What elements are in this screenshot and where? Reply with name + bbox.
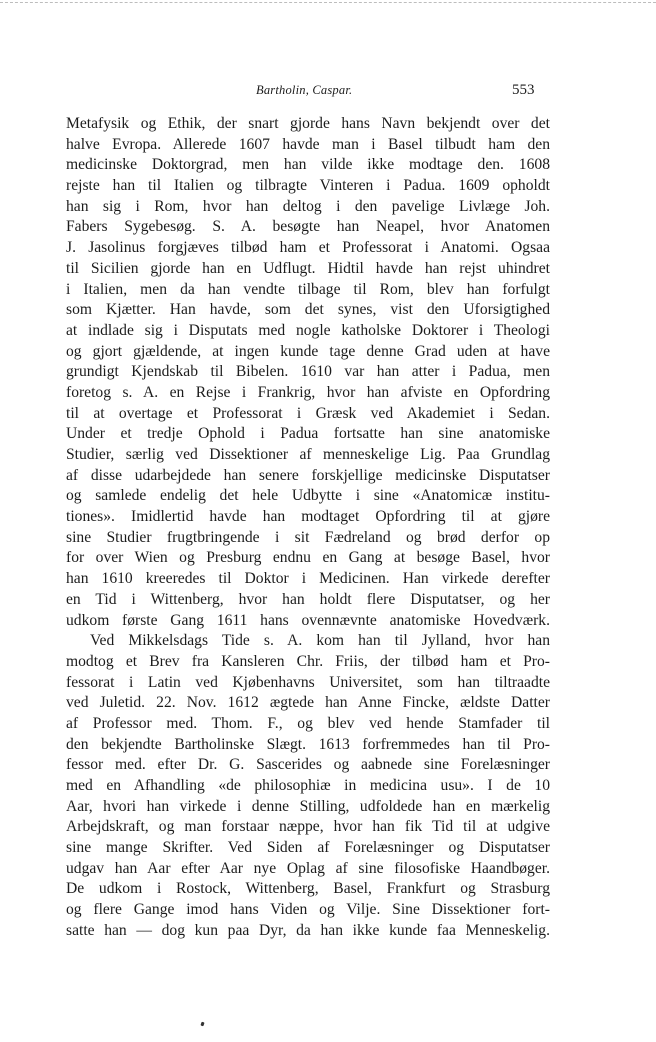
text-line: at indlade sig i Disputats med nogle katholske Doktorer i Theologi	[66, 321, 550, 339]
text-line: fessor med. efter Dr. G. Sascerides og aabnede sine Forelæsninger	[66, 756, 550, 774]
text-line: grundigt Kjendskab til Bibelen. 1610 var han atter i Padua, men	[66, 363, 550, 381]
text-line: Metafysik og Ethik, der snart gjorde hans Navn bekjendt over det	[66, 115, 550, 132]
running-head: Bartholin, Caspar.	[256, 83, 353, 97]
text-line: foretog s. A. en Rejse i Frankrig, hvor han afviste en Opfordring	[66, 383, 550, 401]
text-line: modtog et Brev fra Kansleren Chr. Friis, der tilbød ham et Pro-	[66, 652, 550, 670]
text-line: sine mange Skrifter. Ved Siden af Forelæsninger og Disputatser	[66, 839, 550, 857]
text-line: J. Jasolinus forgjæves tilbød ham et Professorat i Anatomi. Ogsaa	[66, 239, 550, 257]
text-line: udgav han Aar efter Aar nye Oplag af sine filosofiske Haandbøger.	[66, 859, 550, 877]
text-line: han sig i Rom, hvor han deltog i den pavelige Livlæge Joh.	[66, 197, 550, 215]
text-line: Under et tredje Ophold i Padua fortsatte han sine anatomiske	[66, 425, 550, 443]
text-line: rejste han til Italien og tilbragte Vinteren i Padua. 1609 opholdt	[66, 177, 550, 195]
text-line: for over Wien og Presburg endnu en Gang at besøge Basel, hvor	[66, 549, 550, 567]
text-line: den bekjendte Bartholinske Slægt. 1613 forfremmedes han til Pro-	[66, 735, 550, 753]
text-line: medicinske Doktorgrad, men han vilde ikke modtage den. 1608	[66, 156, 550, 174]
text-line: til at overtage et Professorat i Græsk ved Akademiet i Sedan.	[66, 404, 550, 422]
text-line: af disse udarbejdede han senere forskjellige medicinske Disputatser	[66, 466, 550, 484]
scan-top-edge	[0, 2, 656, 3]
text-line: og flere Gange imod hans Viden og Vilje. Sine Dissektioner fort-	[66, 901, 550, 919]
text-line: en Tid i Wittenberg, hvor han holdt flere Disputatser, og her	[66, 590, 550, 608]
paragraph-start-line: Ved Mikkelsdags Tide s. A. kom han til Jylland, hvor han	[90, 632, 550, 650]
text-line: han 1610 kreeredes til Doktor i Medicinen. Han virkede derefter	[66, 570, 550, 588]
scan-speck	[200, 1022, 204, 1027]
text-line: ved Juletid. 22. Nov. 1612 ægtede han Anne Fincke, ældste Datter	[66, 694, 550, 712]
text-line: fessorat i Latin ved Kjøbenhavns Universitet, som han tiltraadte	[66, 673, 550, 691]
text-line: med en Afhandling «de philosophiæ in medicina usu». I de 10	[66, 777, 550, 794]
text-line: halve Evropa. Allerede 1607 havde man i Basel tilbudt ham den	[66, 135, 550, 153]
text-line: i Italien, men da han vendte tilbage til Rom, blev han forfulgt	[66, 280, 550, 298]
text-line: og gjort gjældende, at ingen kunde tage denne Grad uden at have	[66, 342, 550, 360]
text-line: og samlede endelig det hele Udbytte i sine «Anatomicæ institu-	[66, 487, 550, 505]
text-line: Arbejdskraft, og man forstaar næppe, hvor han fik Tid til at udgive	[66, 818, 550, 836]
text-line: De udkom i Rostock, Wittenberg, Basel, Frankfurt og Strasburg	[66, 880, 550, 898]
text-line: sine Studier frugtbringende i sit Fædreland og brød derfor op	[66, 528, 550, 546]
page-number: 553	[512, 82, 535, 98]
text-line: Aar, hvori han virkede i denne Stilling, udfoldede han en mærkelig	[66, 797, 550, 815]
text-line: Studier, særlig ved Dissektioner af menneskelige Lig. Paa Grundlag	[66, 446, 550, 463]
text-line: af Professor med. Thom. F., og blev ved hende Stamfader til	[66, 714, 550, 732]
text-line: satte han — dog kun paa Dyr, da han ikke kunde faa Menneskelig.	[66, 921, 550, 939]
text-line: tiones». Imidlertid havde han modtaget Opfordring til at gjøre	[66, 508, 550, 526]
text-line: til Sicilien gjorde han en Udflugt. Hidtil havde han rejst uhindret	[66, 259, 550, 277]
text-line: udkom første Gang 1611 hans ovennævnte anatomiske Hovedværk.	[66, 611, 550, 629]
text-line: som Kjætter. Han havde, som det synes, vist den Uforsigtighed	[66, 301, 550, 319]
text-line: Fabers Sygebesøg. S. A. besøgte han Neapel, hvor Anatomen	[66, 218, 550, 236]
body-text	[66, 114, 550, 942]
